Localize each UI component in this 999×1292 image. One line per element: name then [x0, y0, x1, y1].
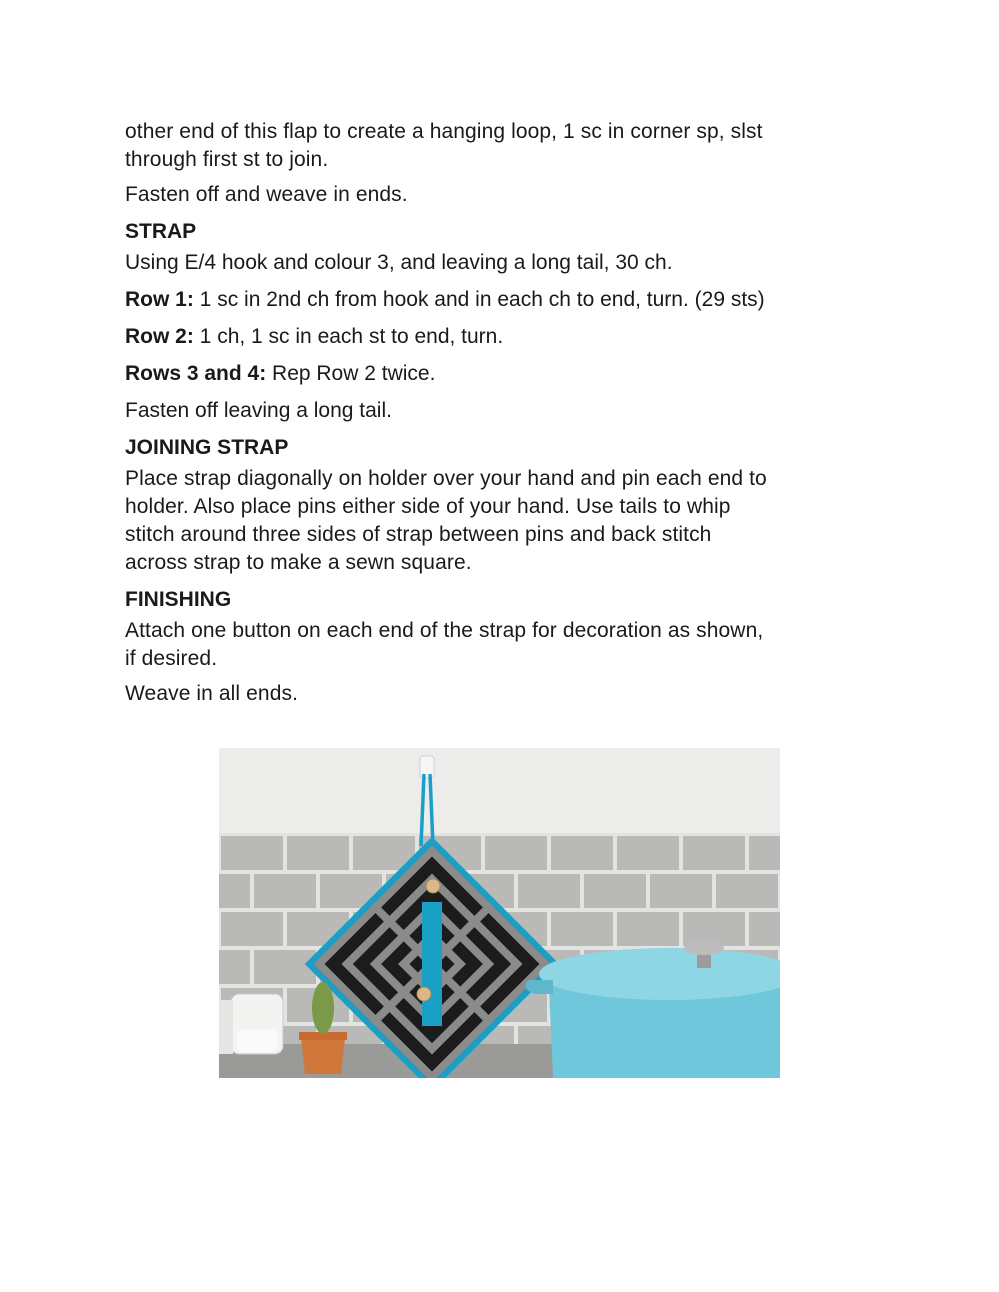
finishing-line-1: Attach one button on each end of the strap for decoration as shown,: [125, 619, 764, 642]
intro-line-1: other end of this flap to create a hanging loop, 1 sc in corner sp, slst: [125, 120, 763, 143]
document-body: [125, 118, 885, 715]
joining-line-1: Place strap diagonally on holder over your hand and pin each end to: [125, 467, 767, 490]
pot-holder-illustration: [219, 748, 780, 1078]
finishing-line-3: Weave in all ends.: [125, 682, 299, 705]
joining-heading: JOINING STRAP: [125, 436, 289, 459]
strap-row-2: [125, 323, 885, 351]
strap-fasten: Fasten off leaving a long tail.: [125, 399, 392, 422]
finishing-line-2: if desired.: [125, 647, 218, 670]
wall-hook: [420, 756, 434, 778]
intro-paragraph: [125, 118, 885, 174]
row-text: Rep Row 2 twice.: [266, 362, 436, 385]
intro-fasten: Fasten off and weave in ends.: [125, 183, 408, 206]
row-label: Row 1:: [125, 288, 194, 311]
finishing-paragraph: [125, 617, 885, 673]
glass-jars: [219, 994, 283, 1054]
button-bottom: [417, 987, 431, 1001]
strap-setup: Using E/4 hook and colour 3, and leaving a long tail, 30 ch.: [125, 251, 673, 274]
joining-line-4: across strap to make a sewn square.: [125, 551, 472, 574]
row-text: 1 ch, 1 sc in each st to end, turn.: [193, 325, 504, 348]
product-photo: [219, 748, 780, 1078]
button-top: [426, 879, 440, 893]
row-label: Row 2:: [125, 325, 194, 348]
row-text: 1 sc in 2nd ch from hook and in each ch to end, turn. (29 sts): [193, 288, 765, 311]
joining-line-2: holder. Also place pins either side of your hand. Use tails to whip: [125, 495, 731, 518]
finishing-heading: FINISHING: [125, 588, 232, 611]
joining-line-3: stitch around three sides of strap between pins and back stitch: [125, 523, 712, 546]
strap-heading: STRAP: [125, 220, 197, 243]
intro-line-2: through first st to join.: [125, 148, 329, 171]
joining-paragraph: [125, 465, 885, 577]
blue-casserole-pot: [525, 941, 780, 1078]
row-label: Rows 3 and 4:: [125, 362, 267, 385]
strap-row-1: [125, 286, 885, 314]
strap-row-3-4: [125, 360, 885, 388]
